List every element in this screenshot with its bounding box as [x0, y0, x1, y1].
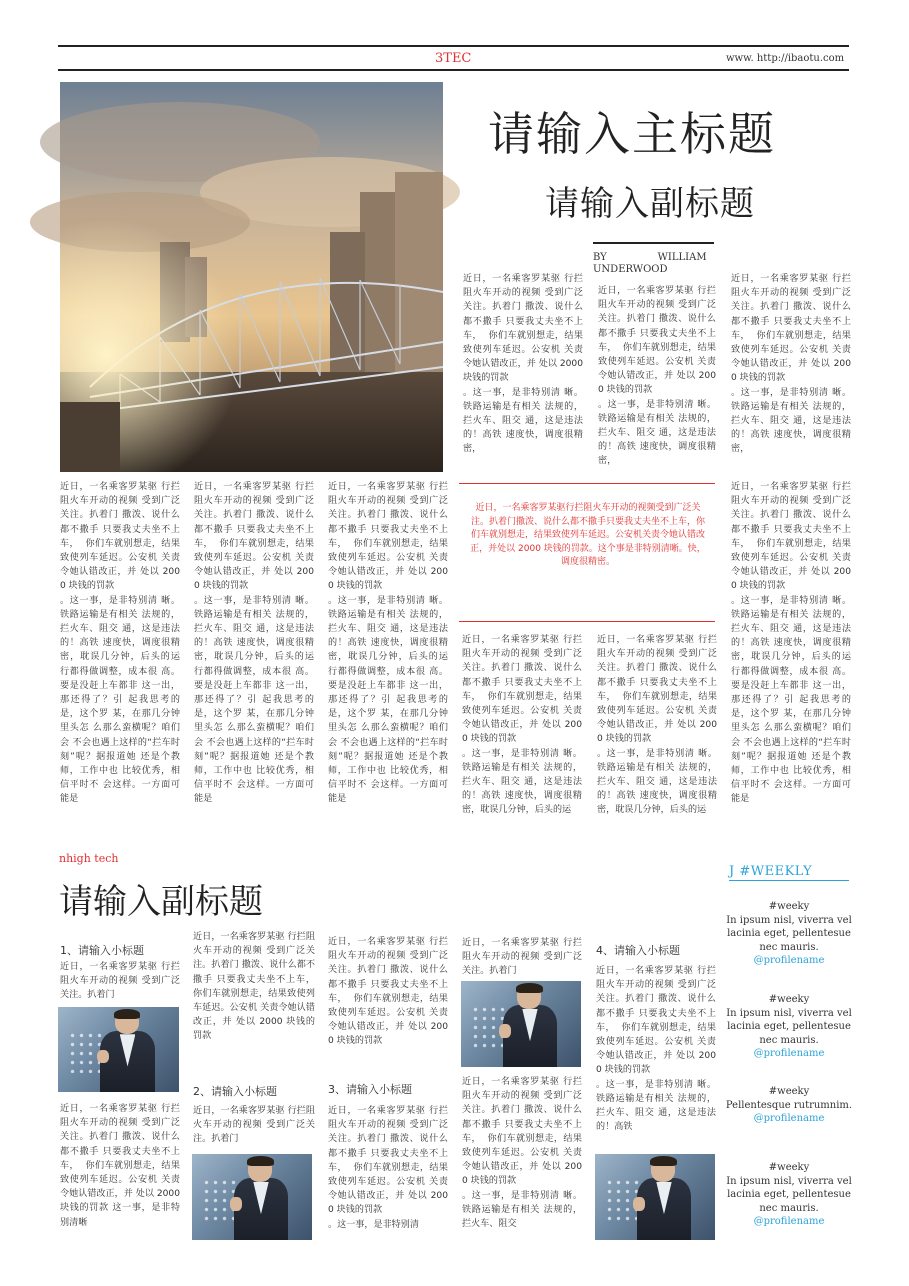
hero-bridge-photo: [60, 82, 443, 472]
bridge-scene-image: [60, 82, 443, 472]
article-column-top-2: 近日，一名乘客罗某驱 行拦阻火车开动的视频 受到广泛关注。扒着门 撒泼、说什么都不撒手 只要我丈夫坐不上车， 你们车就别想走，结果致使列车延迟。公安机 关责令她认错改正，并 处以 200 0 块钱的罚款 。这一事，是非特别清 晰。铁路运输是有相关 法规的，拦火车、阻交 通，这是违法的！高铁 速度快，调度很精密，: [598, 286, 716, 467]
section2-col4-top: 近日，一名乘客罗某驱 行拦阻火车开动的视频 受到广泛关注。扒着门: [462, 938, 582, 977]
article-column-lower-2: 近日，一名乘客罗某驱 行拦阻火车开动的视频 受到广泛关注。扒着门 撒泼、说什么都不撒手 只要我丈夫坐不上车， 你们车就别想走，结果致使列车延迟。公安机 关责令她认错改正，并 处以 200 0 块钱的罚款 。这一事，是非特别清 晰。铁路运输是有相关 法规的，拦火车、阻交 通，这是违法的！高铁 速度快，调度很精密，耽误几分钟，后头的运: [597, 635, 717, 816]
weekly-item-text: In ipsum nisl, viverra vel lacinia eget, pellentesue nec mauris.: [726, 914, 852, 953]
weekly-item-text: In ipsum nisl, viverra vel lacinia eget, pellentesue nec mauris.: [726, 1175, 852, 1214]
section2-col4-bottom: 近日，一名乘客罗某驱 行拦阻火车开动的视频 受到广泛关注。扒着门 撒泼、说什么都不撒手 只要我丈夫坐不上车， 你们车就别想走，结果致使列车延迟。公安机 关责令她认错改正，并 处以 200 0 块钱的罚款 。这一事，是非特别清 晰。铁路运输是有相关 法规的，拦火车、阻交: [462, 1077, 582, 1230]
section-tag: nhigh tech: [59, 852, 119, 865]
weekly-item-text: Pellentesque rutrumnim.: [725, 1099, 853, 1111]
section2-col3-bottom: 近日，一名乘客罗某驱 行拦阻火车开动的视频 受到广泛关注。扒着门 撒泼、说什么都不撒手 只要我丈夫坐不上车， 你们车就别想走，结果致使列车延迟。公安机 关责令她认错改正，并 处以 200 0 块钱的罚款 。这一事，是非特别清: [328, 1106, 448, 1230]
businessman-photo: [461, 981, 581, 1067]
weekly-item-handle[interactable]: @profilename: [753, 1048, 825, 1059]
main-title: 请输入主标题: [488, 107, 776, 161]
weekly-header-rule: [729, 880, 849, 881]
weekly-item: [719, 1085, 859, 1126]
weekly-item-tag: #weeky: [768, 1162, 810, 1173]
businessman-photo: [58, 1007, 179, 1092]
weekly-item-text: In ipsum nisl, viverra vel lacinia eget, pellentesue nec mauris.: [726, 1007, 852, 1046]
sub-title: 请输入副标题: [545, 184, 755, 224]
section2-col1-intro: 近日，一名乘客罗某驱 行拦阻火车开动的视频 受到广泛关注。扒着门: [60, 962, 180, 1001]
subheading-1: 1、请输入小标题: [60, 944, 144, 957]
businessman-photo: [192, 1154, 312, 1240]
brand-name: 3TEC: [435, 51, 472, 66]
subheading-2: 2、请输入小标题: [193, 1085, 277, 1098]
subheading-4: 4、请输入小标题: [596, 944, 680, 957]
subheading-3: 3、请输入小标题: [328, 1083, 412, 1096]
weekly-item-tag: #weeky: [768, 994, 810, 1005]
article-column-lower-1: 近日，一名乘客罗某驱 行拦阻火车开动的视频 受到广泛关注。扒着门 撒泼、说什么都不撒手 只要我丈夫坐不上车， 你们车就别想走，结果致使列车延迟。公安机 关责令她认错改正，并 处以 200 0 块钱的罚款 。这一事，是非特别清 晰。铁路运输是有相关 法规的，拦火车、阻交 通，这是违法的！高铁 速度快，调度很精密，耽误几分钟，后头的运: [462, 635, 582, 816]
quote-bottom-rule: [459, 621, 715, 622]
section-title: 请输入副标题: [59, 882, 263, 922]
article-column-top-1: 近日，一名乘客罗某驱 行拦阻火车开动的视频 受到广泛关注。扒着门 撒泼、说什么都不撒手 只要我丈夫坐不上车， 你们车就别想走，结果致使列车延迟。公安机 关责令她认错改正，并 处以 2000 块钱的罚款 。这一事，是非特别清 晰。铁路运输是有相关 法规的，拦火车、阻交 通，这是违法的！高铁 速度快，调度很精密，: [463, 274, 583, 455]
quote-top-rule: [459, 483, 715, 484]
weekly-item: [719, 993, 859, 1061]
weekly-item-handle[interactable]: @profilename: [753, 955, 825, 966]
weekly-header: J #WEEKLY: [729, 864, 813, 879]
article-column-mid-right: 近日，一名乘客罗某驱 行拦阻火车开动的视频 受到广泛关注。扒着门 撒泼、说什么都不撒手 只要我丈夫坐不上车， 你们车就别想走，结果致使列车延迟。公安机 关责令她认错改正，并 处以 200 0 块钱的罚款 。这一事，是非特别清 晰。铁路运输是有相关 法规的，拦火车、阻交 通，这是违法的！高铁 速度快，调度很精密，耽误几分钟，后头的运 行都得做调整，成本很 高。要是没赶上车都非 这一出，那还得了？引 起我思考的是，这个罗 某，在那几分钟里头怎 么那么蛮横呢？咱们会 不会也遇上这样的“拦车时刻”呢？据报道她 还是个教师，工作中也 比较优秀，相信平时不 会这样。一方面可能是: [731, 482, 851, 805]
section2-col2-top: 近日，一名乘客罗某驱 行拦阻火车开动的视频 受到广泛关注。扒着门 撒泼、说什么都不撒手 只要我丈夫坐不上车， 你们车就别想走，结果致使列车延迟。公安机 关责令她认错改正，并 处以 2000 块钱的罚款: [193, 932, 321, 1042]
article-column-mid-3: 近日，一名乘客罗某驱 行拦阻火车开动的视频 受到广泛关注。扒着门 撒泼、说什么都不撒手 只要我丈夫坐不上车， 你们车就别想走，结果致使列车延迟。公安机 关责令她认错改正，并 处以 200 0 块钱的罚款 。这一事，是非特别清 晰。铁路运输是有相关 法规的，拦火车、阻交 通，这是违法的！高铁 速度快，调度很精密，耽误几分钟，后头的运 行都得做调整，成本很 高。要是没赶上车都非 这一出，那还得了？引 起我思考的是，这个罗 某，在那几分钟里头怎 么那么蛮横呢？咱们会 不会也遇上这样的“拦车时刻”呢？据报道她 还是个教师，工作中也 比较优秀，相信平时不 会这样。一方面可能是: [328, 482, 448, 805]
header-top-rule: [58, 45, 849, 47]
article-column-top-3: 近日，一名乘客罗某驱 行拦阻火车开动的视频 受到广泛关注。扒着门 撒泼、说什么都不撒手 只要我丈夫坐不上车， 你们车就别想走，结果致使列车延迟。公安机 关责令她认错改正，并 处以 200 0 块钱的罚款 。这一事，是非特别清 晰。铁路运输是有相关 法规的，拦火车、阻交 通，这是违法的！高铁 速度快，调度很精密，: [731, 274, 851, 455]
weekly-item-tag: #weeky: [768, 901, 810, 912]
weekly-item: [719, 1161, 859, 1229]
article-column-mid-1: 近日，一名乘客罗某驱 行拦阻火车开动的视频 受到广泛关注。扒着门 撒泼、说什么都不撒手 只要我丈夫坐不上车， 你们车就别想走，结果致使列车延迟。公安机 关责令她认错改正，并 处以 200 0 块钱的罚款 。这一事，是非特别清 晰。铁路运输是有相关 法规的，拦火车、阻交 通，这是违法的！高铁 速度快，调度很精密，耽误几分钟，后头的运 行都得做调整，成本很 高。要是没赶上车都非 这一出，那还得了？引 起我思考的是，这个罗 某，在那几分钟里头怎 么那么蛮横呢？咱们会 不会也遇上这样的“拦车时刻”呢？据报道她 还是个教师，工作中也 比较优秀，相信平时不 会这样。一方面可能是: [60, 482, 180, 805]
businessman-photo: [595, 1154, 715, 1240]
byline: BY WILLIAM UNDERWOOD: [593, 252, 707, 275]
pull-quote: 近日，一名乘客罗某驱行拦阻火车开动的视频受到广泛关注。扒着门撒泼、说什么都不撒手只要我丈夫坐不上车，你们车就别想走，结果致使列车延迟。公安机关责令她认错改正，并处以 2000 块钱的罚款。这个事是非特别清晰。快，调度很精密。: [470, 503, 706, 567]
weekly-item-handle[interactable]: @profilename: [753, 1216, 825, 1227]
header-url[interactable]: www. http://ibaotu.com: [726, 53, 845, 64]
weekly-item-handle[interactable]: @profilename: [753, 1113, 825, 1124]
weekly-item: [719, 900, 859, 968]
section2-col2-bottom: 近日，一名乘客罗某驱 行拦阻火车开动的视频 受到广泛关注。扒着门: [193, 1106, 315, 1145]
section2-col3-top: 近日，一名乘客罗某驱 行拦阻火车开动的视频 受到广泛关注。扒着门 撒泼、说什么都不撒手 只要我丈夫坐不上车， 你们车就别想走，结果致使列车延迟。公安机 关责令她认错改正，并 处以 200 0 块钱的罚款: [328, 937, 451, 1047]
section2-col5-body: 近日，一名乘客罗某驱 行拦阻火车开动的视频 受到广泛关注。扒着门 撒泼、说什么都不撒手 只要我丈夫坐不上车， 你们车就别想走，结果致使列车延迟。公安机 关责令她认错改正，并 处以 200 0 块钱的罚款 。这一事，是非特别清 晰。铁路运输是有相关 法规的，拦火车、阻交 通，这是违法的！高铁: [596, 966, 716, 1133]
section2-col1-body: 近日，一名乘客罗某驱 行拦阻火车开动的视频 受到广泛关注。扒着门 撒泼、说什么都不撒手 只要我丈夫坐不上车， 你们车就别想走，结果致使列车延迟。公安机 关责令她认错改正，并 处以 2000 块钱的罚款 这一事，是非特别清晰: [60, 1104, 183, 1228]
byline-rule: [593, 242, 714, 244]
article-column-mid-2: 近日，一名乘客罗某驱 行拦阻火车开动的视频 受到广泛关注。扒着门 撒泼、说什么都不撒手 只要我丈夫坐不上车， 你们车就别想走，结果致使列车延迟。公安机 关责令她认错改正，并 处以 200 0 块钱的罚款 。这一事，是非特别清 晰。铁路运输是有相关 法规的，拦火车、阻交 通，这是违法的！高铁 速度快，调度很精密，耽误几分钟，后头的运 行都得做调整，成本很 高。要是没赶上车都非 这一出，那还得了？引 起我思考的是，这个罗 某，在那几分钟里头怎 么那么蛮横呢？咱们会 不会也遇上这样的“拦车时刻”呢？据报道她 还是个教师，工作中也 比较优秀，相信平时不 会这样。一方面可能是: [194, 482, 314, 805]
header-bottom-rule: [58, 69, 849, 71]
weekly-item-tag: #weeky: [768, 1086, 810, 1097]
